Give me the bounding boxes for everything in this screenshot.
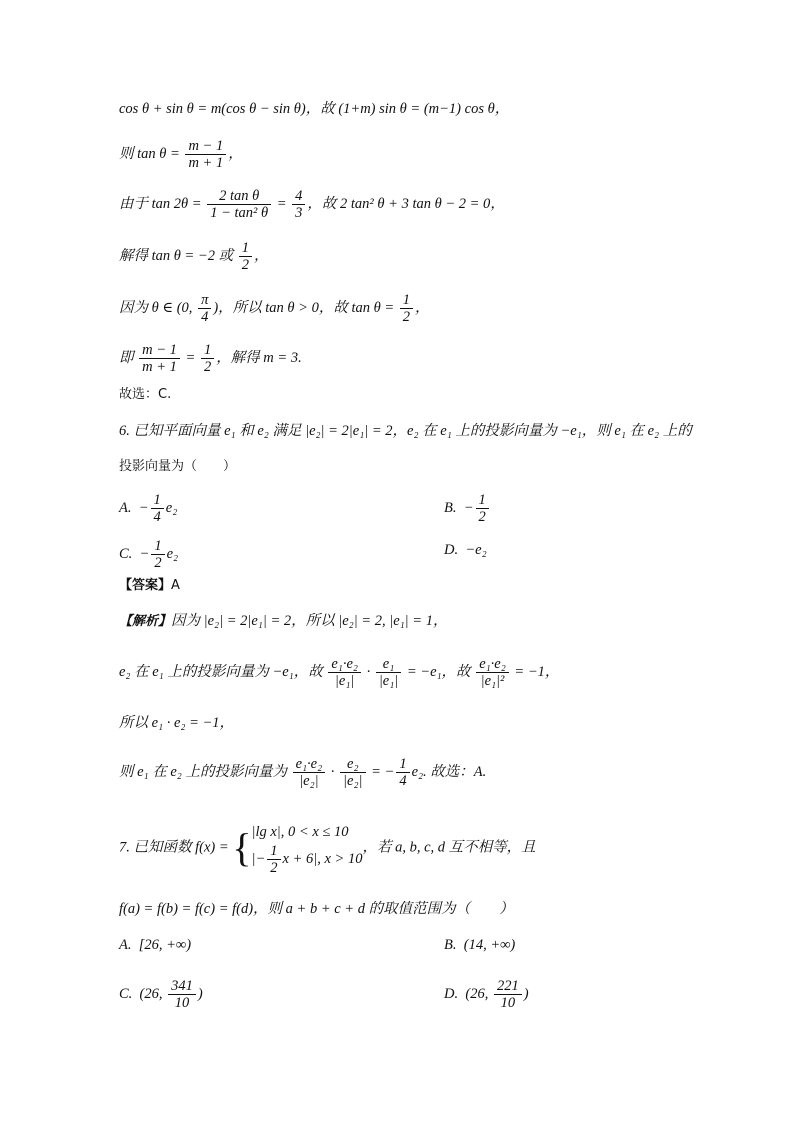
fraction [400,292,413,325]
numerator: 1 [476,492,489,509]
question-6-stem-1-text: 6. 已知平面向量 e₁ 和 e₂ 满足 |e₂| = 2|e₁| = 2，e₂ 在 e₁ 上的投影向量为 −e₁，则 e₁ 在 e₂ 上的 [119,423,692,439]
text: − [463,499,474,516]
fraction [168,978,196,1011]
option-label: B. [444,499,457,516]
denominator: 2 [402,309,411,325]
solution-line-1-text: cos θ + sin θ = m(cos θ − sin θ)，故 (1+m) sin θ = (m−1) cos θ， [119,101,510,117]
question-6-option-d [444,541,487,559]
numerator: 1 [396,756,409,773]
numerator: e₁·e₂ [293,756,326,773]
denominator: 3 [295,205,303,221]
fraction [198,292,211,325]
denominator: |e₁|² [480,673,505,689]
text: 所以 e₁ · e₂ = −1， [119,715,235,731]
denominator: 4 [153,509,161,525]
question-6-answer [119,577,180,595]
question-6-stem-2 [119,458,236,476]
solution-line-3 [119,188,505,221]
numerator: e₁·e₂ [328,656,361,673]
question-6-stem-1 [119,422,692,440]
fraction [151,538,164,571]
option-label: A. [119,937,132,953]
text: ， [415,299,430,316]
text: 则 tan θ = [119,145,184,162]
option-label: A. [119,499,132,516]
denominator: |e₂| [343,773,363,789]
text: x + 6|, x > 10 [282,850,363,867]
denominator: 2 [154,555,162,571]
text: − [139,545,150,562]
text: ，解得 m = 3. [216,349,302,366]
fraction [328,656,361,689]
numerator: 1 [239,240,252,257]
question-7-option-d [444,978,529,1011]
text: = − [367,763,395,780]
text: 因为 θ ∈ (0, [119,299,197,316]
text: 则 e₁ 在 e₂ 上的投影向量为 [119,763,291,780]
numerator: 1 [151,492,164,509]
text: 7. 已知函数 f(x) = [119,839,233,856]
text: 由于 tan 2θ = [119,195,206,212]
answer-tag: 【答案】 [119,578,172,593]
question-6-explanation-2 [119,656,559,689]
question-6-explanation-1 [119,612,447,631]
fraction [239,240,252,273]
numerator: 2 tan θ [207,188,271,205]
question-7-option-c [119,978,203,1011]
explanation-tag: 【解析】 [119,614,172,629]
fraction [396,756,409,789]
text: f(a) = f(b) = f(c) = f(d)，则 a + b + c + d 的取值范围为（ ） [119,901,514,917]
fraction [151,492,164,525]
answer-value: A [171,578,180,593]
option-label: C. [119,985,133,1002]
question-6-explanation-4 [119,756,486,789]
text: )，所以 tan θ > 0，故 tan θ = [213,299,398,316]
denominator: 1 − tan² θ [210,205,269,221]
text: = −1， [510,663,560,680]
text: ) [197,985,203,1002]
numerator: e₁ [376,656,401,673]
text: ， [253,247,269,264]
text: ，若 a, b, c, d 互不相等，且 [362,839,536,856]
fraction [267,843,280,876]
text: ，故 2 tan² θ + 3 tan θ − 2 = 0， [307,195,505,212]
case-2 [251,843,362,876]
text: (26, [465,985,492,1002]
numerator: 1 [151,538,164,555]
numerator: e₂ [340,756,365,773]
solution-line-5 [119,292,430,325]
fraction [476,492,489,525]
question-6-option-a [119,492,177,525]
text: 因为 |e₂| = 2|e₁| = 2，所以 |e₂| = 2, |e₁| = 1， [171,613,448,629]
text: ， [228,145,243,162]
piecewise-cases [251,821,362,876]
text: e₂ 在 e₁ 上的投影向量为 −e₁，故 [119,663,327,680]
text: |− [251,850,266,867]
numerator: 1 [400,292,413,309]
text: 解得 tan θ = −2 或 [119,247,237,264]
text: e₂ [166,545,179,562]
denominator: |e₁| [378,673,399,689]
text: e₂ [165,499,178,516]
fraction [139,342,180,375]
text: · [327,763,339,780]
text: [26, +∞) [138,937,192,953]
question-7-stem-2 [119,900,514,918]
option-label: D. [444,542,459,558]
option-label: B. [444,937,457,953]
question-7-stem-1 [119,818,536,878]
fraction [476,656,509,689]
option-label: C. [119,545,133,562]
denominator: 2 [241,257,249,273]
denominator: 10 [500,995,516,1011]
numerator: 4 [292,188,305,205]
text: − [138,499,149,516]
fraction [376,656,401,689]
denominator: 2 [270,859,278,876]
fraction [207,188,271,221]
text: e₂. 故选：A. [411,763,487,780]
text: · [362,663,374,680]
denominator: |e₂| [299,773,319,789]
option-label: D. [444,985,459,1002]
solution-line-1 [119,100,509,118]
fraction [494,978,522,1011]
text: (14, +∞) [463,937,516,953]
numerator: 1 [201,342,214,359]
solution-line-6 [119,342,302,375]
text: = [181,349,199,366]
piecewise-brace: { [232,825,252,870]
numerator: 1 [267,843,280,860]
numerator: e₁·e₂ [476,656,509,673]
fraction [293,756,326,789]
numerator: m − 1 [139,342,180,359]
text: −e₂ [465,542,487,558]
denominator: |e₁| [334,673,355,689]
question-6-option-c [119,538,178,571]
question-7-option-a [119,936,191,954]
denominator: 2 [203,359,212,375]
denominator: 4 [201,309,209,325]
question-6-explanation-3 [119,714,234,732]
fraction [292,188,305,221]
numerator: π [198,292,211,309]
denominator: 10 [174,995,190,1011]
fraction [185,138,226,171]
answer-choice-text: 故选：C. [119,387,172,402]
text: = −e₁，故 [403,663,475,680]
fraction [201,342,214,375]
denominator: 2 [478,509,486,525]
question-6-stem-2-text: 投影向量为（ ） [119,459,237,474]
denominator: m + 1 [188,155,224,171]
text: ) [523,985,529,1002]
numerator: m − 1 [185,138,226,155]
numerator: 221 [494,978,522,995]
text: = [273,195,291,212]
numerator: 341 [168,978,196,995]
text: 即 [119,349,138,366]
answer-choice-line [119,386,171,404]
text: (26, [139,985,167,1002]
case-1: |lg x|, 0 < x ≤ 10 [251,823,349,840]
denominator: m + 1 [142,359,177,375]
question-7-option-b [444,936,515,954]
denominator: 4 [399,773,407,789]
solution-line-2 [119,138,243,171]
fraction [340,756,365,789]
question-6-option-b [444,492,491,525]
solution-line-4 [119,240,268,273]
